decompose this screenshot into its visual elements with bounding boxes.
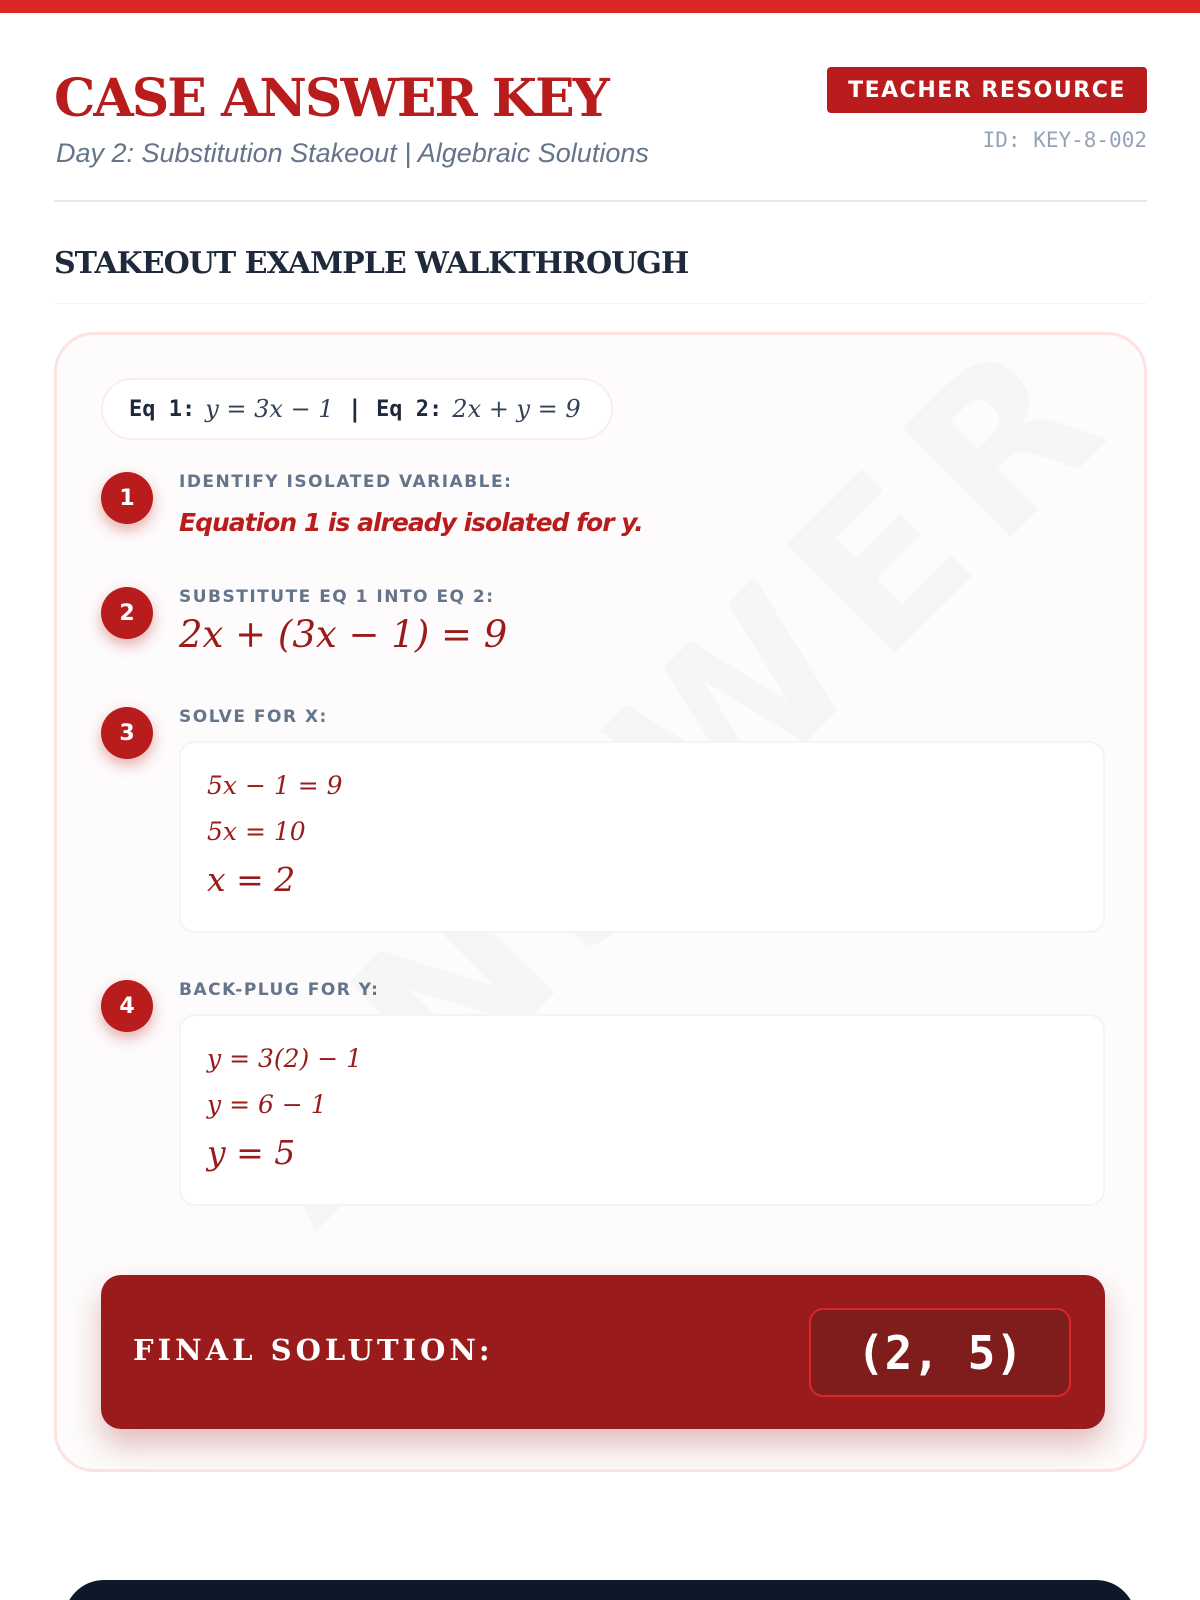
page-subtitle: Day 2: Substitution Stakeout | Algebraic Solutions <box>56 138 649 168</box>
section-title: STAKEOUT EXAMPLE WALKTHROUGH <box>54 246 1147 304</box>
step-label: SOLVE FOR X: <box>179 707 328 727</box>
document-id: ID: KEY-8-002 <box>982 128 1147 152</box>
work-line: 5x − 1 = 9 <box>207 771 343 800</box>
work-box <box>179 741 1105 933</box>
top-accent-bar <box>0 0 1200 13</box>
step-2 <box>101 587 1101 667</box>
walkthrough-card <box>54 332 1147 1472</box>
equations-pill <box>101 378 613 440</box>
equation-separator: | <box>347 395 363 423</box>
step-number: 3 <box>101 707 153 759</box>
eq2-text: 2x + y = 9 <box>452 395 581 423</box>
step-label: BACK-PLUG FOR Y: <box>179 980 380 1000</box>
step-3 <box>101 707 1101 937</box>
page-title: CASE ANSWER KEY <box>54 68 608 129</box>
work-result: y = 5 <box>207 1133 296 1172</box>
work-line: y = 3(2) − 1 <box>207 1044 363 1073</box>
teacher-resource-badge: TEACHER RESOURCE <box>827 67 1147 113</box>
step-label: IDENTIFY ISOLATED VARIABLE: <box>179 472 513 492</box>
step-4 <box>101 980 1101 1210</box>
final-solution-answer: (2, 5) <box>809 1308 1071 1397</box>
final-solution-box <box>101 1275 1105 1429</box>
step-note: Equation 1 is already isolated for y. <box>179 508 643 537</box>
step-1 <box>101 472 1101 552</box>
step-equation: 2x + (3x − 1) = 9 <box>179 613 508 656</box>
work-line: y = 6 − 1 <box>207 1090 327 1119</box>
final-solution-label: FINAL SOLUTION: <box>133 1333 494 1367</box>
work-result: x = 2 <box>207 860 296 899</box>
page-header <box>54 60 1147 202</box>
step-label: SUBSTITUTE EQ 1 INTO EQ 2: <box>179 587 495 607</box>
eq1-label: Eq 1: <box>129 396 196 422</box>
eq1-text: y = 3x − 1 <box>205 395 334 423</box>
eq2-label: Eq 2: <box>376 396 443 422</box>
step-number: 2 <box>101 587 153 639</box>
work-line: 5x = 10 <box>207 817 306 846</box>
next-section-block <box>64 1580 1136 1600</box>
step-number: 1 <box>101 472 153 524</box>
work-box <box>179 1014 1105 1206</box>
step-number: 4 <box>101 980 153 1032</box>
